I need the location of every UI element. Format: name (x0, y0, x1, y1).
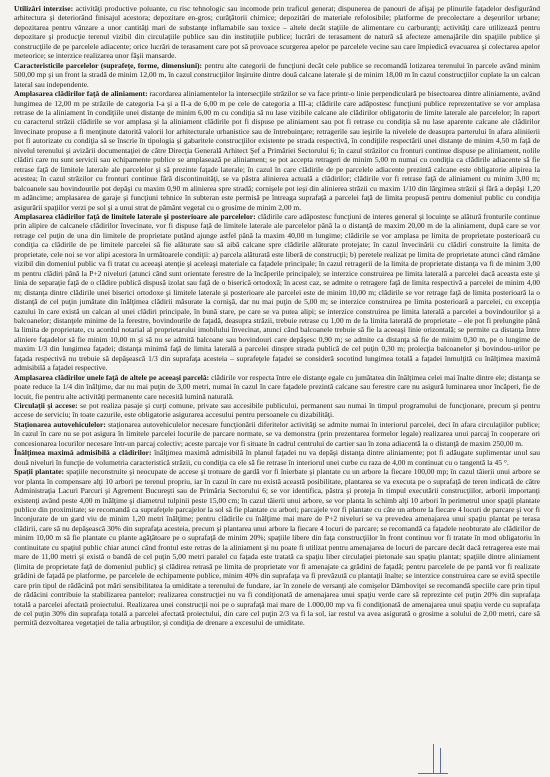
paragraph-heading: Utilizări interzise: (14, 4, 74, 13)
paragraph-text: înălţimea maximă admisibilă în planul faţadei nu va depăşi distanţa dintre aliniamente; pot fi adăugate suplimentar unul sau două niveluri în funcţie de volumetria caracteristică străzii, cu condiţia ca ele să fie retrase în interiorul unei curbe cu raza de 4,00 m continuat cu o tangentă la 45 °. (14, 448, 540, 467)
paragraph-text: clădirile care adăpostesc funcţiuni de interes general şi locuinţe se alătură fronturile continue prin alipire de calcanele clădirilor învecinate, vor fi dispuse faţă de limitele laterale ale parcelelor până la o distanţă de maxim 20,00 m de la aliniament, după care se vor retrage cel puţin de una din limitele de proprietate putând ajunge astfel până la maxim 40,00 m lungime; clădirile se vor amplasa pe limita de proprietate posterioară cu condiţia ca clădirile de pe limitele parcelei să fie alăturate sau să aibă calcane spre clădirile alăturate protejate; în cazul învecinării cu clădiri construite la limita de proprietate, cele noi se vor alipi acestora în următoarele condiţii: a) parcela alăturată este liberă de construcţii; b) peretele realizat pe limita de proprietate atunci când rămâne vizibil din domeniul public va fi tratat cu aceeaşi atenţie şi aceleaşi materiale ca faţadele principale; în cazul retragerii de la limita de proprietate distanţa va fi de minim 3,00 m pentru clădiri până la P+2 niveluri (atunci când sunt orientate ferestre de la încăperile principale); se interzice construirea pe limita laterală a parcelei dacă aceasta este şi linia de separaţie faţă de o clădire publică dispusă izolat sau faţă de o biserică ortodoxă; în acest caz, se admite o retragere faţă de limita respectivă a parcelei de minim 4,00 m; distanţa dintre clădirile unei biserici ortodoxe şi limitele laterale şi posterioare ale parcelei este de minim 10,00 m; clădirile se vor retrage faţă de limita posterioară la o distanţă de cel puţin jumătate din înălţimea clădirii măsurate la cornişă, dar nu mai puţin de 5,00 m; se interzice construirea pe limita posterioară a parcelei, cu excepţia cazului în care există un calcan al unei clădiri principale, în bună stare, pe care se va putea alipi; se interzice construirea pe limita laterală a parcelei a bovindourilor şi a balcoanelor; distanţele minime de la ferestre, bovindourile de faţadă, deasupra străzii, trebuie retrase cu 1,00 m de la limita laterală de proprietate – ele pot fi prelungite până la limita de proprietate, cu acordul notarial al proprietarului imobilului învecinat, atunci când balcoanele trebuie să fie la aceeaşi linie orizontală; se permite ca distanţa între aliniere faţadelor să fie minim 10,00 m și să nu se admită balcoane sau bovindouri care depăşesc 0,90 m; se admite ca distanţa să fie de minim 0,30 m, pe o lungime de maxim 1/3 din lungimea faţadei; distanţa minimă faţă de limita laterală a parcelei dinspre strada publică de cel puţin 0,30 m; proiecţia balcoanelor şi bovindou-urilor pe faţada respectivă nu trebuie să depăşească 1/3 din suprafaţa acesteia – suprafeţele faţadei se consideră socotind lungimea totală a faţadei înmulţită cu înălţimea maximă admisibilă a faţadei respective. (14, 211, 541, 373)
document-paragraph (14, 61, 540, 89)
paragraph-heading: Spaţii plantate: (14, 467, 65, 477)
document-paragraph (14, 212, 540, 373)
paragraph-text: se pot realiza pasaje şi curţi comune, private sau accesibile publicului, permanent sau numai în timpul programului de funcţionare, precum şi pentru accese de serviciu; în toate cazurile, este obligatorie asigurarea accesului pentru persoanele cu dizabilităţi. (14, 401, 540, 420)
paragraph-text: pentru alte categorii de funcţiuni decât cele publice se recomandă lotizarea terenului în parcele având minim 500,00 mp şi un front la stradă de minim 12,00 m, în cazul construcţiilor înşiruite dintre două calcane laterale şi de minim 18,00 m în cazul construcţiilor cuplate la un calcan lateral sau independente. (14, 60, 540, 89)
paragraph-text: clădirile vor respecta între ele distanţe egale cu jumătatea din înălţimea celei mai înalte dintre ele; distanţa se poate reduce la 1/4 din înălţime, dar nu mai puţin de 3,00 metri, numai în cazul în care faţadele prezintă calcane sau ferestre care nu asigură luminarea unor încăperi, fie de locuit, fie pentru alte activităţi permanente care necesită lumină naturală. (14, 372, 540, 401)
paragraph-heading: Amplasarea clădirilor faţă de aliniament: (14, 89, 148, 99)
paragraph-heading: Caracteristicile parcelelor (suprafeţe, forme, dimensiuni): (14, 60, 203, 70)
document-paragraph (14, 401, 540, 420)
paragraph-text: racordarea aliniamentelor la intersecţiile străzilor se va face printr-o linie perpendiculară pe bisectoarea dintre aliniamente, având lungimea de 12,00 m pe străzile de categoria I-a şi a II-a de 6,00 m pe cele de categoria a III-a; clădirile care adăpostesc funcţiuni publice reprezentative se vor amplasa retrase de la aliniament în condiţiile unei distanţe de minim 6,00 m cu condiţia să nu lase vizibile calcane ale clădirilor obligatoriu de limite laterale ale parcelelor; în raport cu caracterul străzii clădirile se vor amplasa şi la aliniament clădirile pot fi dispuse pe aliniament sau pot fi retrase cu condiţia să nu lase aparente calcane ale clădirilor învecinate propuse a fi menţinute datorită valorii lor arhitecturale urbanistice sau de întrebuinţare; retragerile sau ieşirile la nivelele de deasupra parterului în afara aliniierii pot fi autorizate cu condiţia să se înscrie în tipologia şi gabaritele construcţiilor existente pe strada respectivă, în condiţiile respectării unei distanţe de minim 4,50 m faţă de nivelul terenului şi avizării documentaţiei de către Direcţia Generală Arhitect Şef a Primăriei Sectorului 6; în cazul străzilor cu fronturi continue dispuse pe aliniament, nolile clădiri care nu sunt servicii sau echipamente publice se amplasează pe aliniament; se pot accepta retrageri de minim 5,00 m numai cu condiţia ca clădirile adiacente să fie retrase faţă de limitele laterale ale parcelelor şi să prezinte faţade laterale; în cazul în care clădirile de pe parcelele adiacente prezintă calcane este obligatorie alipirea la acestea; în cazul străzilor cu fronturi continue fără discontinuităţi, se va păstra alinierea actuală a clădirilor; clădirile vor fi retrase faţă de aliniament cu minim 3,00 m; balcoanele sau bovindourile pot depăşi cu maxim 0,90 m alinierea spre stradă; cornişele pot ieşi din alinierea străzii cu maxim 1/10 din lărgimea străzii şi fără a depăşi 1,20 m adâncime; amplasarea de garaje şi funcţiuni tehnice în subteran este permisă pe întreaga suprafaţă a parcelei faţă de limita propusă pentru domeniul public cu condiţia asigurării spaţiilor verzi pe sol şi a unui strat de pământ vegetal cu o grosime de minim 2,00 m. (14, 89, 540, 212)
document-paragraph (14, 373, 540, 401)
paragraph-text: staţionarea autovehiculelor necesare funcţionării diferitelor activităţi se admite numai în interiorul parcelei, deci în afara circulaţiilor publice; în cazul în care nu se pot asigura în limitele parcelei locurile de parcare normate, se va demonstra (prin prezentarea formelor legale) realizarea unui parcaj în cooperare ori concesionarea locurilor necesare într-un parcaj colectiv; aceste parcaje vor fi situate în cadrul centrului de cartier sau în zona adiacentă la o distanţă de maxim 250,00 m. (14, 419, 541, 448)
pen-mark (440, 748, 441, 774)
pen-mark (418, 773, 448, 774)
document-paragraph (14, 89, 540, 212)
document-paragraph (14, 448, 540, 467)
pen-mark (433, 744, 434, 774)
paragraph-heading: Înălţimea maximă admisibilă a clădirilor: (14, 448, 152, 458)
document-paragraph (14, 420, 540, 448)
paragraph-heading: Amplasarea clădirilor faţă de limitele laterale şi posterioare ale parcelelor: (14, 211, 256, 221)
document-paragraph (14, 467, 540, 628)
paragraph-heading: Amplasarea clădirilor unele faţă de altele pe aceeaşi parcelă: (14, 372, 210, 382)
paragraph-text: spaţiile neconstruite şi neocupate de accese şi trotuare de gardă vor fi înierbate şi plantate cu un arbore la fiecare 100,00 mp; în cazul tăierii unui arbore se vor planta în compensare alţi 10 arbori pe terenul propriu, iar în cazul în care nu există această posibilitate, plantarea se va executa pe o suprafaţă de teren indicată de către Administraţia Lacuri Parcuri şi Agrement Bucureşti sau de Primăria Sectorului 6; se vor identifica, păstra şi proteja în timpul executării construcţiilor, arborii importanţi existenţi având peste 4,00 m înălţime şi diametrul tulpinii peste 15,00 cm; în cazul tăierii unui arbore, se vor planta în schimb alţi 10 arbori în perimetrul unor spaţii plantate publice din proximitate; se recomandă ca suprafeţele parcajelor la sol să fie plantate cu arbori; parcajele vor fi plantate cu câte un arbore la fiecare 4 locuri de parcare şi vor fi înconjurate de un gard viu de minim 1,20 metri înălţime; pentru clădirile cu înălţime mai mare de P+2 niveluri se va prevedea amenajarea unui spaţiu plantat pe terasa clădirii, care să nu depăşească 30% din suprafaţa acesteia, precum şi plantarea unui arbore la fiecare 4 locuri de parcare; se recomandă ca faţadele neobturate ale clădirilor de minim 10,00 m să fie plantate cu plante agăţătoare pe o suprafaţă de minim 20%; spaţiile libere din faţa construcţiilor în front continuu vor fi tratate în mod obligatoriu în continuitate cu spaţiul public chiar atunci când frontul este retras de la aliniament şi nu poate fi utilizat pentru amenajarea de locuri de parcare decât dacă retragerea este mai mare de 11,00 metri şi există o bandă de cel puţin 5,00 metri paralel cu faţada este tratată ca spaţiu liber circulaţiei pietonale sau spaţiu plantat; spaţiile dintre aliniament (limita de proprietate faţă de domeniul public) şi clădirea retrasă pe limita de proprietate vor fi amenajate ca grădini de faţadă; pentru parcelele de pe pantă vor fi realizate grădini de faţadă pe platforme, pe parcelele de echipamente publice, minim 40% din suprafaţa va fi prevăzută cu plantaţii înalte; se interzice construirea care se evită spectile care prin tipul de rădăcină pot mări sensibilitatea la umiditate a terenului de fundare, iar în zonele de versanţi ale comişelor Dâmboviţei se recomandă speciile care prin tipul de rădăcini contribuie la stabilizarea pantelor; realizarea construcţiei nu va fi condiţionată de amenajarea unui spaţiu verde care să reprezinte cel puţin 20% din suprafaţa totală a parcelei afectată proiectului. Realizarea unei construcţii noi pe o suprafaţă mai mare de 1.000,00 mp va fi condiţionată de amenajarea unui spaţiu verde cu suprafaţa de cel puţin 30% din suprafaţa totală a parcelei afectată proiectului, din care cel puţin 2/3 va fi la sol, iar restul va avea asigurată o grosime a solului de 2,00 metri, care să permită dezvoltarea vegetaţiei de talia arbuştilor, şi condiţia de drenare a excesului de umiditate. (14, 467, 540, 628)
paragraph-heading: Circulaţii şi accese: (14, 401, 78, 411)
paragraph-heading: Staţionarea autovehiculelor: (14, 419, 106, 429)
paragraph-text: activităţi productive poluante, cu risc tehnologic sau incomode prin traficul generat; dispunerea de panouri de afişaj pe plinurile faţadelor desfigurând arhitectura şi deteriorând finisajul acestora; depozitare en-gros; curăţătorii chimice; depozitări de materiale refolosibile; platforme de precolectare a deşeurilor urbane; depozitarea pentru vânzare a unor cantităţi mari de substanţe inflamabile sau toxice – altele decât staţiile de alimentare cu carburanţi; activităţi care utilizează pentru depozitare şi producţie terenul vizibil din circulaţiile publice sau din instituţiile publice; lucrări de terasament de natură să afecteze amenajările din spaţiile publice şi construcţiile de pe parcelele adiacente; orice lucrări de terasament care pot să provoace scurgerea apelor pe parcelele vecine sau care împiedică evacuarea şi colectarea apelor meteorice; se interzice realizarea unor fâşii mansarde. (14, 4, 540, 61)
document-paragraph (14, 4, 540, 61)
